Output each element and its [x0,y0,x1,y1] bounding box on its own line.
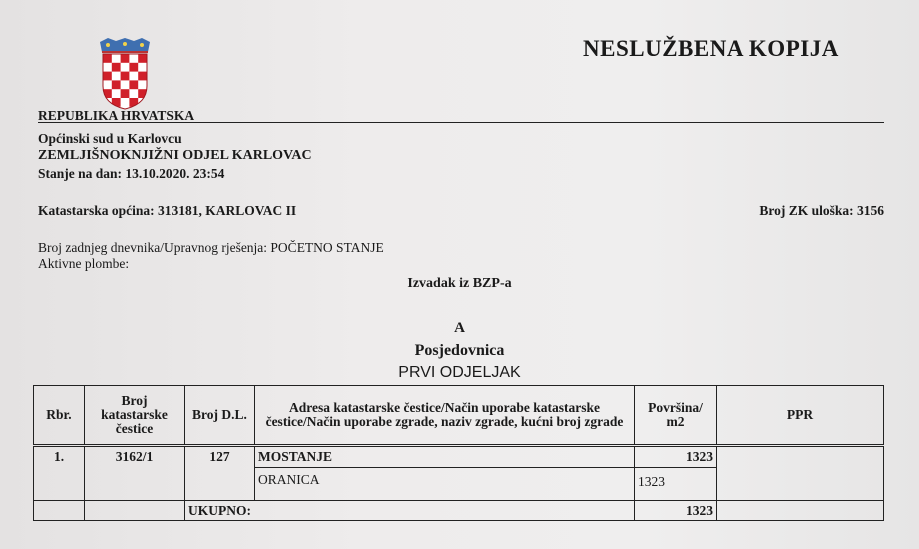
table-row [34,446,884,468]
cell-rbr: 1. [34,446,85,468]
col-header-dl: Broj D.L. [185,386,255,446]
republic-name: REPUBLIKA HRVATSKA [38,108,195,123]
cell-address: MOSTANJE [255,446,635,468]
cell-empty [717,468,884,501]
cell-empty [34,501,85,521]
cell-land-use: ORANICA [255,468,635,501]
court-department: ZEMLJIŠNOKNJIŽNI ODJEL KARLOVAC [38,148,312,163]
table-header-row [34,386,884,446]
cell-ppr [717,446,884,468]
section-letter: A [454,320,465,336]
cell-empty [85,501,185,521]
cell-land-use-area: 1323 [635,468,717,501]
last-journal: Broj zadnjeg dnevnika/Upravnog rješenja: POČETNO STANJE [38,240,384,255]
possession-table [33,385,884,521]
document-type-title: NESLUŽBENA KOPIJA [583,36,839,61]
col-header-area: Površina/ m2 [635,386,717,446]
total-area: 1323 [635,501,717,521]
zk-number: Broj ZK uloška: 3156 [759,203,884,218]
cell-parcel: 3162/1 [85,446,185,468]
section-name: Posjedovnica [414,342,505,359]
col-header-address: Adresa katastarske čestice/Način uporabe katastarske čestice/Način uporabe zgrade, naziv zgrade, kućni broj zgrade [255,386,635,446]
col-header-parcel: Broj katastarske čestice [85,386,185,446]
header-divider [38,122,884,123]
cell-dl: 127 [185,446,255,468]
state-date: Stanje na dan: 13.10.2020. 23:54 [38,166,225,181]
total-label: UKUPNO: [185,501,635,521]
cell-empty [85,468,185,501]
cell-empty [185,468,255,501]
cell-area: 1323 [635,446,717,468]
col-header-ppr: PPR [717,386,884,446]
court-name: Općinski sud u Karlovcu [38,131,182,146]
subsection-name: PRVI ODJELJAK [398,364,521,381]
table-total-row [34,501,884,521]
table-row [34,468,884,501]
active-seals: Aktivne plombe: [38,256,130,271]
cadastral-municipality: Katastarska općina: 313181, KARLOVAC II [38,203,297,218]
col-header-rbr: Rbr. [34,386,85,446]
croatia-coat-of-arms-icon [98,38,152,110]
cell-empty [34,468,85,501]
extract-title: Izvadak iz BZP-a [407,276,512,291]
cell-empty [717,501,884,521]
